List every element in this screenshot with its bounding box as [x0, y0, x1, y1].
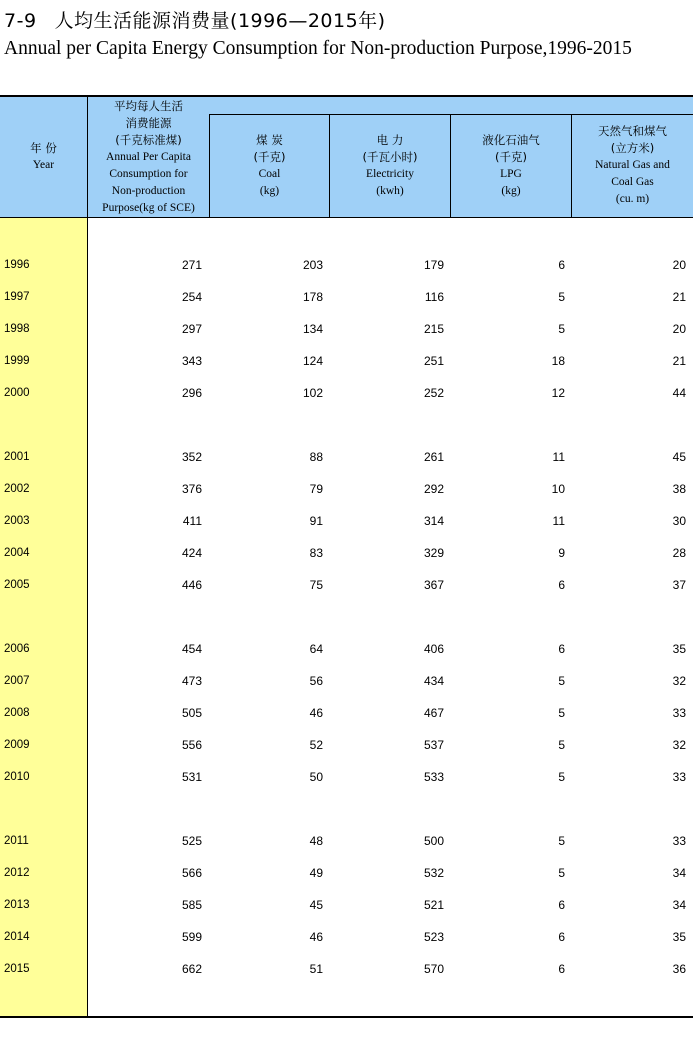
- lpg-cell: 10: [551, 482, 565, 496]
- electricity-cell: 434: [423, 674, 444, 688]
- electricity-cell: 406: [423, 642, 444, 656]
- year-cell: 2004: [4, 547, 30, 559]
- coal-cell: 124: [302, 354, 323, 368]
- coal-cell: 56: [309, 674, 323, 688]
- electricity-cell: 215: [423, 322, 444, 336]
- coal-cell: 88: [309, 450, 323, 464]
- table-number: 7-9: [4, 10, 37, 32]
- electricity-cell: 533: [423, 770, 444, 784]
- table-title-english: Annual per Capita Energy Consumption for Non-production Purpose,1996-2015: [4, 38, 632, 59]
- year-cell: 2002: [4, 483, 30, 495]
- coal-cell: 178: [302, 290, 323, 304]
- header-gas-line: (cu. m): [615, 193, 650, 205]
- electricity-cell: 314: [423, 514, 444, 528]
- electricity-cell: 523: [423, 930, 444, 944]
- gas-cell: 38: [672, 482, 686, 496]
- year-cell: 2010: [4, 771, 30, 783]
- total-cell: 505: [181, 706, 202, 720]
- header-gas-line: Natural Gas and: [595, 159, 670, 171]
- lpg-cell: 5: [558, 322, 565, 336]
- header-bottom-rule: [0, 217, 693, 218]
- header-total-line: 消费能源: [125, 116, 172, 130]
- lpg-cell: 5: [558, 738, 565, 752]
- gas-cell: 35: [672, 642, 686, 656]
- header-gas-line: (立方米): [610, 141, 655, 155]
- year-column-background: [0, 218, 87, 1016]
- coal-cell: 46: [309, 706, 323, 720]
- electricity-cell: 329: [423, 546, 444, 560]
- total-cell: 352: [181, 450, 202, 464]
- lpg-cell: 6: [558, 898, 565, 912]
- header-total-line: Non-production: [111, 185, 186, 197]
- gas-cell: 34: [672, 866, 686, 880]
- electricity-cell: 179: [423, 258, 444, 272]
- year-cell: 2008: [4, 707, 30, 719]
- coal-cell: 52: [309, 738, 323, 752]
- total-cell: 424: [181, 546, 202, 560]
- header-electricity-line: Electricity: [366, 168, 414, 180]
- lpg-cell: 6: [558, 930, 565, 944]
- header-lpg-line: 液化石油气: [482, 133, 540, 147]
- total-cell: 473: [181, 674, 202, 688]
- header-total-line: 平均每人生活: [114, 99, 183, 113]
- year-cell: 2000: [4, 387, 30, 399]
- coal-cell: 49: [309, 866, 323, 880]
- total-cell: 297: [181, 322, 202, 336]
- header-year-cn: 年 份: [30, 141, 57, 155]
- lpg-cell: 6: [558, 258, 565, 272]
- lpg-cell: 18: [551, 354, 565, 368]
- header-total: [88, 98, 209, 217]
- table-title-chinese: [4, 6, 386, 33]
- table-bottom-rule: [0, 1016, 693, 1018]
- total-cell: 662: [181, 962, 202, 976]
- electricity-cell: 116: [424, 290, 444, 304]
- gas-cell: 20: [672, 322, 686, 336]
- lpg-cell: 6: [558, 642, 565, 656]
- electricity-cell: 467: [423, 706, 444, 720]
- gas-cell: 20: [672, 258, 686, 272]
- gas-cell: 34: [672, 898, 686, 912]
- header-total-line: Consumption for: [109, 168, 188, 180]
- total-cell: 599: [181, 930, 202, 944]
- coal-cell: 48: [309, 834, 323, 848]
- coal-cell: 83: [309, 546, 323, 560]
- lpg-cell: 5: [558, 834, 565, 848]
- header-coal-line: Coal: [258, 168, 281, 180]
- coal-cell: 91: [309, 514, 323, 528]
- year-cell: 1996: [4, 259, 30, 271]
- electricity-cell: 537: [423, 738, 444, 752]
- lpg-cell: 5: [558, 866, 565, 880]
- lpg-cell: 6: [558, 962, 565, 976]
- gas-cell: 32: [672, 738, 686, 752]
- electricity-cell: 261: [423, 450, 444, 464]
- header-gas-line: 天然气和煤气: [598, 124, 667, 138]
- header-subrule: [209, 114, 693, 115]
- total-cell: 531: [181, 770, 202, 784]
- gas-cell: 33: [672, 770, 686, 784]
- year-cell: 2005: [4, 579, 30, 591]
- header-coal-line: 煤 炭: [256, 133, 283, 147]
- header-electricity-line: 电 力: [376, 133, 404, 147]
- total-cell: 566: [181, 866, 202, 880]
- lpg-cell: 9: [558, 546, 565, 560]
- total-cell: 525: [181, 834, 202, 848]
- year-cell: 2013: [4, 899, 30, 911]
- total-cell: 254: [181, 290, 202, 304]
- total-cell: 376: [181, 482, 202, 496]
- gas-cell: 30: [672, 514, 686, 528]
- total-cell: 556: [181, 738, 202, 752]
- header-lpg-line: (kg): [501, 185, 521, 197]
- header-electricity-line: (千瓦小时): [362, 150, 418, 164]
- gas-cell: 36: [672, 962, 686, 976]
- lpg-cell: 11: [552, 450, 565, 464]
- table-title-chinese-text: 人均生活能源消费量(1996—2015年): [54, 10, 386, 32]
- lpg-cell: 6: [558, 578, 565, 592]
- electricity-cell: 500: [423, 834, 444, 848]
- coal-cell: 79: [309, 482, 323, 496]
- year-cell: 2001: [4, 451, 30, 463]
- header-total-line: (千克标准煤): [115, 133, 182, 147]
- electricity-cell: 521: [423, 898, 444, 912]
- header-coal-line: (千克): [253, 150, 286, 164]
- lpg-cell: 5: [558, 674, 565, 688]
- gas-cell: 37: [672, 578, 686, 592]
- gas-cell: 33: [672, 706, 686, 720]
- total-cell: 271: [181, 258, 202, 272]
- lpg-cell: 5: [558, 290, 565, 304]
- coal-cell: 134: [302, 322, 323, 336]
- header-year-en: Year: [32, 159, 55, 171]
- header-coal-line: (kg): [259, 185, 280, 197]
- gas-cell: 44: [672, 386, 686, 400]
- year-cell: 1998: [4, 323, 30, 335]
- year-cell: 2003: [4, 515, 30, 527]
- year-cell: 2006: [4, 643, 30, 655]
- header-lpg-line: (千克): [495, 150, 527, 164]
- header-coal: [210, 132, 329, 200]
- gas-cell: 45: [672, 450, 686, 464]
- coal-cell: 102: [302, 386, 323, 400]
- total-cell: 585: [181, 898, 202, 912]
- lpg-cell: 11: [552, 514, 565, 528]
- header-total-line: Annual Per Capita: [106, 151, 191, 163]
- year-cell: 1999: [4, 355, 30, 367]
- electricity-cell: 532: [423, 866, 444, 880]
- year-cell: 2009: [4, 739, 30, 751]
- electricity-cell: 252: [423, 386, 444, 400]
- year-cell: 2007: [4, 675, 30, 687]
- lpg-cell: 5: [558, 706, 565, 720]
- year-cell: 2011: [4, 835, 29, 847]
- gas-cell: 28: [672, 546, 686, 560]
- gas-cell: 21: [672, 354, 686, 368]
- header-gas: [572, 123, 693, 208]
- header-year: [0, 140, 87, 174]
- electricity-cell: 292: [423, 482, 444, 496]
- coal-cell: 51: [309, 962, 323, 976]
- year-cell: 1997: [4, 291, 30, 303]
- header-electricity-line: (kwh): [376, 185, 404, 197]
- coal-cell: 50: [309, 770, 323, 784]
- header-electricity: [330, 132, 450, 200]
- coal-cell: 46: [309, 930, 323, 944]
- gas-cell: 33: [672, 834, 686, 848]
- coal-cell: 75: [309, 578, 323, 592]
- gas-cell: 32: [672, 674, 686, 688]
- electricity-cell: 367: [423, 578, 444, 592]
- lpg-cell: 12: [551, 386, 565, 400]
- total-cell: 296: [181, 386, 202, 400]
- gas-cell: 35: [672, 930, 686, 944]
- total-cell: 411: [182, 514, 202, 528]
- electricity-cell: 570: [423, 962, 444, 976]
- coal-cell: 64: [309, 642, 323, 656]
- header-total-line: Purpose(kg of SCE): [102, 202, 195, 214]
- gas-cell: 21: [672, 290, 686, 304]
- divider-year: [87, 97, 88, 1016]
- year-cell: 2012: [4, 867, 30, 879]
- year-cell: 2014: [4, 931, 30, 943]
- header-lpg: [451, 132, 571, 200]
- lpg-cell: 5: [558, 770, 565, 784]
- total-cell: 454: [181, 642, 202, 656]
- header-lpg-line: LPG: [500, 168, 522, 180]
- year-cell: 2015: [4, 963, 30, 975]
- total-cell: 343: [181, 354, 202, 368]
- coal-cell: 45: [309, 898, 323, 912]
- total-cell: 446: [181, 578, 202, 592]
- electricity-cell: 251: [423, 354, 444, 368]
- header-gas-line: Coal Gas: [611, 176, 654, 188]
- coal-cell: 203: [302, 258, 323, 272]
